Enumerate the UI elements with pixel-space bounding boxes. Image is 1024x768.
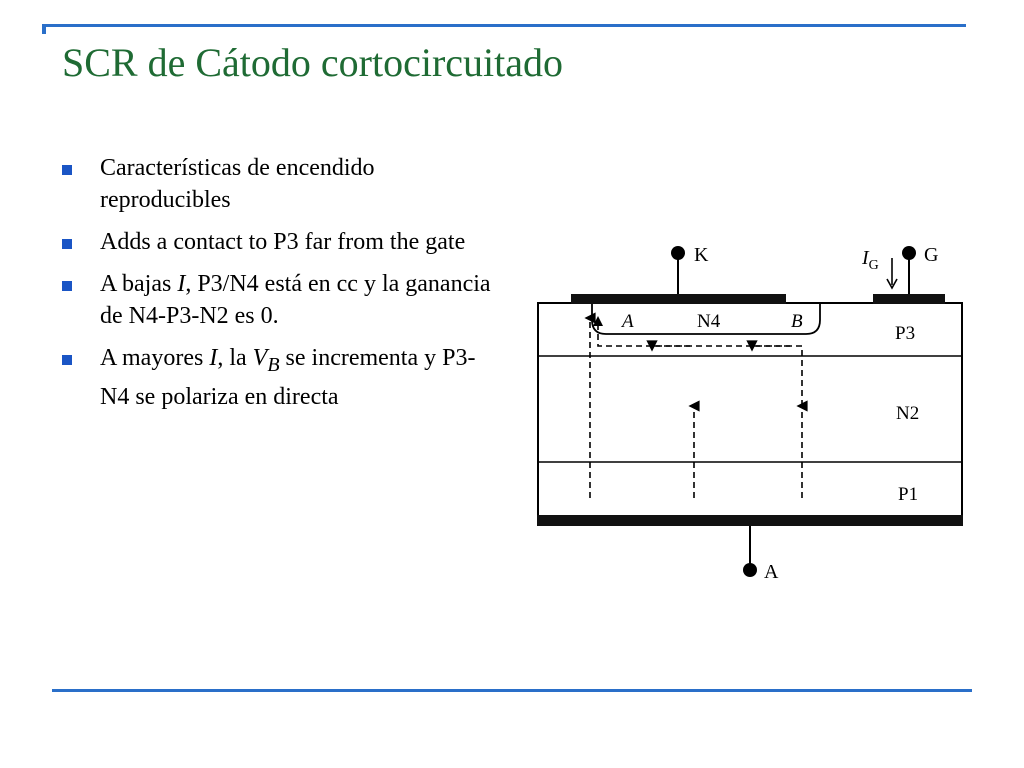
lateral-current-path	[598, 320, 802, 406]
bullet-text: A mayores I, la $V_B$ se incrementa y P3-N4 se polariza en directa	[100, 345, 476, 410]
p3-label: P3	[895, 323, 916, 344]
anode-contact	[537, 515, 963, 526]
slide-title: SCR de Cátodo cortocircuitado	[62, 40, 564, 85]
square-bullet-icon	[62, 355, 72, 365]
top-rule	[42, 24, 966, 27]
point-a-label: A	[622, 311, 634, 332]
bullet-item	[62, 226, 492, 258]
current-symbol: I	[177, 271, 186, 297]
voltage-symbol: V	[252, 345, 268, 371]
bullet-text: Adds a contact to P3 far from the gate	[100, 229, 466, 255]
bottom-rule	[52, 689, 972, 692]
bullet-list	[62, 152, 492, 423]
terminal-g-label: G	[924, 244, 939, 266]
anode-terminal-icon	[743, 563, 757, 577]
bullet-item	[62, 152, 492, 216]
square-bullet-icon	[62, 281, 72, 291]
n2-label: N2	[896, 403, 920, 424]
terminal-a-label: A	[764, 561, 779, 583]
scr-cross-section-diagram	[530, 225, 970, 595]
p3-contact-arrowhead	[593, 316, 603, 326]
gate-current-label: $I_G$	[862, 247, 879, 273]
p1-label: P1	[898, 484, 919, 505]
n4-label: N4	[697, 311, 721, 332]
square-bullet-icon	[62, 165, 72, 175]
bullet-text: Características de encendido reproducibles	[100, 155, 375, 213]
bullet-item	[62, 342, 492, 413]
point-b-label: B	[791, 311, 803, 332]
gate-contact	[873, 294, 945, 304]
terminal-k-label: K	[694, 244, 709, 266]
square-bullet-icon	[62, 239, 72, 249]
bullet-item	[62, 268, 492, 332]
cathode-terminal-icon	[671, 246, 685, 260]
gate-terminal-icon	[902, 246, 916, 260]
bullet-text: A bajas I, P3/N4 está en cc y la ganancia de N4-P3-N2 es 0.	[100, 271, 491, 329]
cathode-contact	[571, 294, 786, 304]
voltage-subscript: B	[267, 353, 280, 376]
current-symbol: I	[209, 345, 218, 371]
top-rule-tick	[42, 24, 46, 34]
